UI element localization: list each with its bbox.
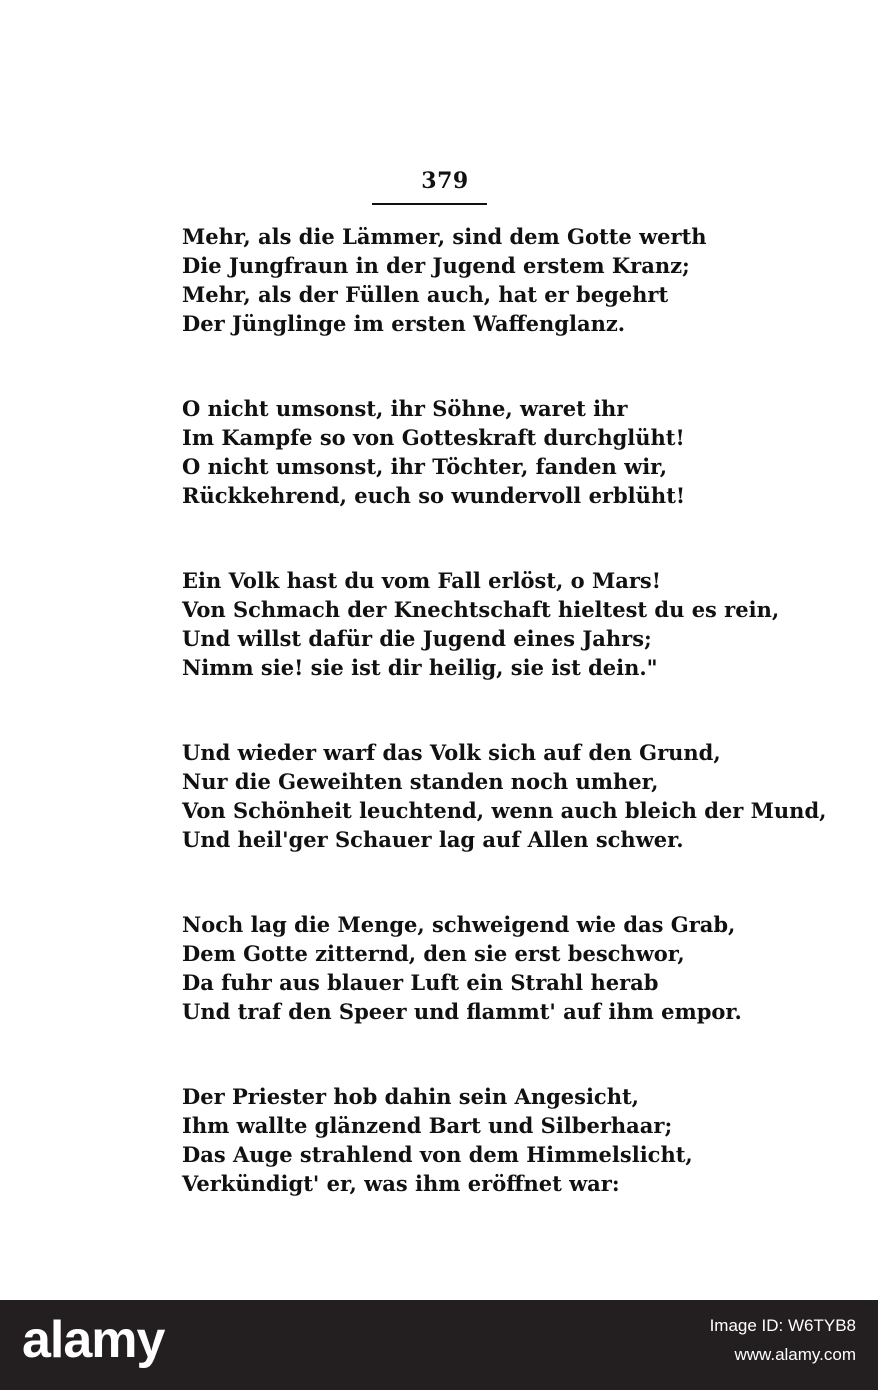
- stanza: [182, 394, 742, 510]
- poem-line: Der Jünglinge im ersten Waffenglanz.: [182, 311, 626, 336]
- stanza: [182, 738, 827, 854]
- poem-line: Und heil'ger Schauer lag auf Allen schwer.: [182, 827, 684, 852]
- poem: [182, 222, 827, 1198]
- poem-line: Von Schönheit leuchtend, wenn auch bleich der Mund,: [182, 798, 827, 823]
- poem-line: Rückkehrend, euch so wundervoll erblüht!: [182, 483, 686, 508]
- poem-line: Mehr, als die Lämmer, sind dem Gotte werth: [182, 224, 707, 249]
- poem-line: Nur die Geweihten standen noch umher,: [182, 769, 659, 794]
- alamy-logo: alamy: [22, 1311, 165, 1369]
- stanza: [182, 1082, 742, 1198]
- poem-line: Dem Gotte zitternd, den sie erst beschwor,: [182, 941, 685, 966]
- poem-line: Von Schmach der Knechtschaft hieltest du es rein,: [182, 597, 780, 622]
- poem-line: Und traf den Speer und flammt' auf ihm empor.: [182, 999, 742, 1024]
- poem-line: Das Auge strahlend von dem Himmelslicht,: [182, 1142, 693, 1167]
- poem-line: O nicht umsonst, ihr Söhne, waret ihr: [182, 396, 628, 421]
- stanza: [182, 566, 780, 682]
- image-id-label: Image ID: W6TYB8: [709, 1316, 856, 1335]
- poem-line: Die Jungfraun in der Jugend erstem Kranz;: [182, 253, 690, 278]
- stanza: [182, 910, 742, 1026]
- poem-line: Verkündigt' er, was ihm eröffnet war:: [182, 1171, 620, 1196]
- poem-line: Ein Volk hast du vom Fall erlöst, o Mars!: [182, 568, 661, 593]
- poem-line: Und willst dafür die Jugend eines Jahrs;: [182, 626, 652, 651]
- poem-line: Da fuhr aus blauer Luft ein Strahl herab: [182, 970, 659, 995]
- poem-line: Der Priester hob dahin sein Angesicht,: [182, 1084, 639, 1109]
- poem-line: Und wieder warf das Volk sich auf den Grund,: [182, 740, 721, 765]
- poem-line: Nimm sie! sie ist dir heilig, sie ist dein.": [182, 655, 658, 680]
- page-number: 379: [421, 168, 469, 194]
- watermark-url: www.alamy.com: [734, 1345, 856, 1364]
- stanza: [182, 222, 742, 338]
- poem-line: O nicht umsonst, ihr Töchter, fanden wir,: [182, 454, 668, 479]
- poem-line: Ihm wallte glänzend Bart und Silberhaar;: [182, 1113, 673, 1138]
- poem-line: Noch lag die Menge, schweigend wie das Grab,: [182, 912, 736, 937]
- page-number-rule: [372, 203, 487, 205]
- poem-line: Mehr, als der Füllen auch, hat er begehrt: [182, 282, 669, 307]
- poem-line: Im Kampfe so von Gotteskraft durchglüht!: [182, 425, 685, 450]
